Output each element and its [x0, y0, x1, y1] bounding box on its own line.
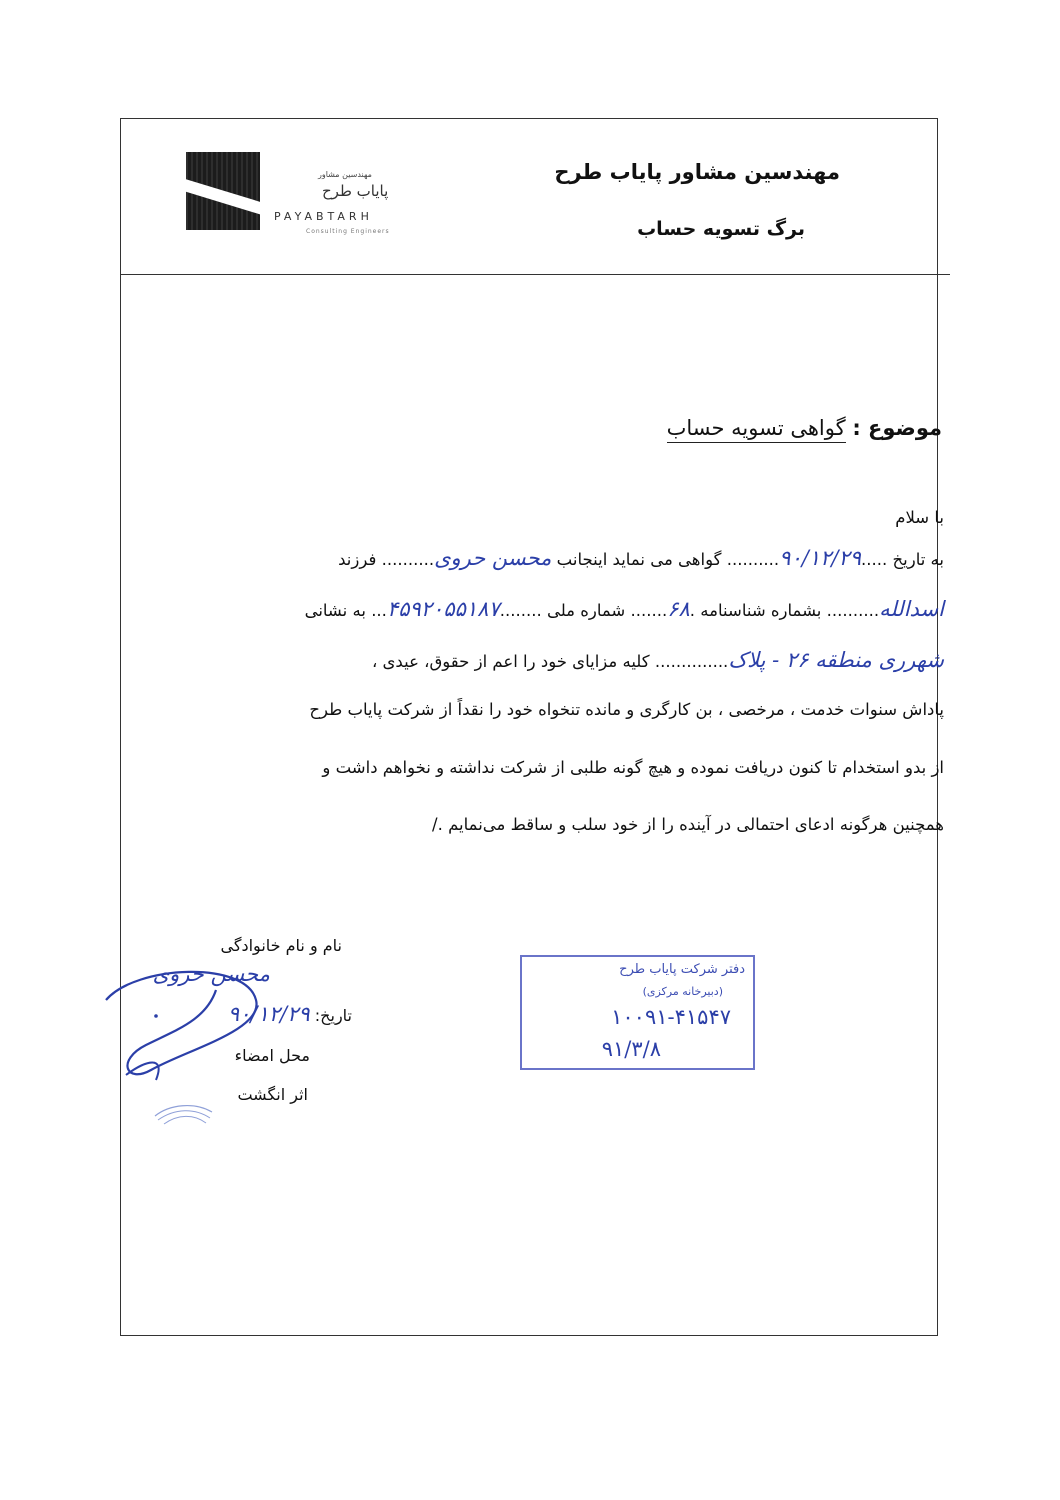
name-label: نام و نام خانوادگی: [220, 936, 342, 955]
handwritten-father-name: اسدالله: [879, 597, 944, 621]
body-line-3: شهرری منطقه ۲۶ - پلاک.............. کلیه مزایای خود را اعم از حقوق، عیدی ،: [371, 648, 944, 672]
subject-label: موضوع :: [852, 416, 942, 440]
certify-text: گواهی می نماید اینجانب: [556, 550, 722, 569]
fingerprint-mark: [150, 1098, 220, 1128]
document-frame: [120, 118, 938, 1336]
date-prefix: به تاریخ: [892, 550, 944, 569]
body-line-1: به تاریخ .....۹۰/۱۲/۲۹.......... گواهی می نماید اینجانب محسن حروی.......... فرزند: [338, 546, 944, 570]
address-label: به نشانی: [304, 601, 366, 620]
benefits-text: کلیه مزایای خود را اعم از حقوق، عیدی ،: [371, 652, 650, 671]
handwritten-id-number: ۶۸: [667, 597, 690, 621]
greeting: با سلام: [895, 508, 944, 527]
company-logo: [186, 152, 426, 242]
handwritten-date: ۹۰/۱۲/۲۹: [779, 546, 861, 570]
stamp-department: (دبیرخانه مرکزی): [642, 985, 723, 998]
national-code-label: شماره ملی: [546, 601, 626, 620]
logo-fa-subtitle: مهندسین مشاور: [318, 170, 372, 179]
header-separator: [120, 274, 950, 275]
handwritten-address: شهرری منطقه ۲۶ - پلاک: [728, 648, 944, 672]
fingerprint-label: اثر انگشت: [237, 1085, 308, 1104]
logo-en-name: PAYABTARH: [274, 210, 373, 223]
child-of-label: فرزند: [338, 550, 377, 569]
signature-scribble: [96, 960, 336, 1090]
stamp-letter-number: ۱۰۰۹۱-۴۱۵۴۷: [611, 1005, 731, 1029]
handwritten-signer-date: ۹۰/۱۲/۲۹: [227, 1002, 310, 1026]
body-line-4: پاداش سنوات خدمت ، مرخصی ، بن کارگری و مانده تنخواه خود را نقداً از شرکت پایاب طرح: [309, 700, 944, 719]
handwritten-signer-name: محسن حروی: [152, 962, 270, 986]
logo-fa-name: پایاب طرح: [322, 182, 389, 200]
signature-place-label: محل امضاء: [234, 1046, 310, 1065]
stamp-date: ۹۱/۳/۸: [601, 1037, 661, 1061]
body-line-5: از بدو استخدام تا کنون دریافت نموده و هیچ گونه طلبی از شرکت نداشته و نخواهم داشت و: [322, 758, 944, 777]
handwritten-name: محسن حروی: [434, 546, 552, 570]
subject-line: [667, 416, 942, 440]
date-label: تاریخ:: [314, 1006, 352, 1025]
body-line-6: همچنین هرگونه ادعای احتمالی در آینده را از خود سلب و ساقط می‌نمایم ./: [432, 815, 944, 834]
id-number-label: بشماره شناسنامه: [700, 601, 822, 620]
body-line-2: اسدالله.......... بشماره شناسنامه .۶۸....... شماره ملی ........۴۵۹۲۰۵۵۱۸۷... به نشانی: [304, 597, 944, 621]
company-stamp: [520, 955, 755, 1070]
handwritten-national-code: ۴۵۹۲۰۵۵۱۸۷: [386, 597, 500, 621]
company-name: مهندسین مشاور پایاب طرح: [554, 160, 840, 184]
stamp-office-name: دفتر شرکت پایاب طرح: [619, 962, 745, 977]
subject-value: گواهی تسویه حساب: [667, 416, 846, 443]
logo-tagline: Consulting Engineers: [306, 228, 390, 235]
logo-mark-icon: [186, 152, 260, 230]
form-title: برگ تسویه حساب: [637, 218, 805, 240]
